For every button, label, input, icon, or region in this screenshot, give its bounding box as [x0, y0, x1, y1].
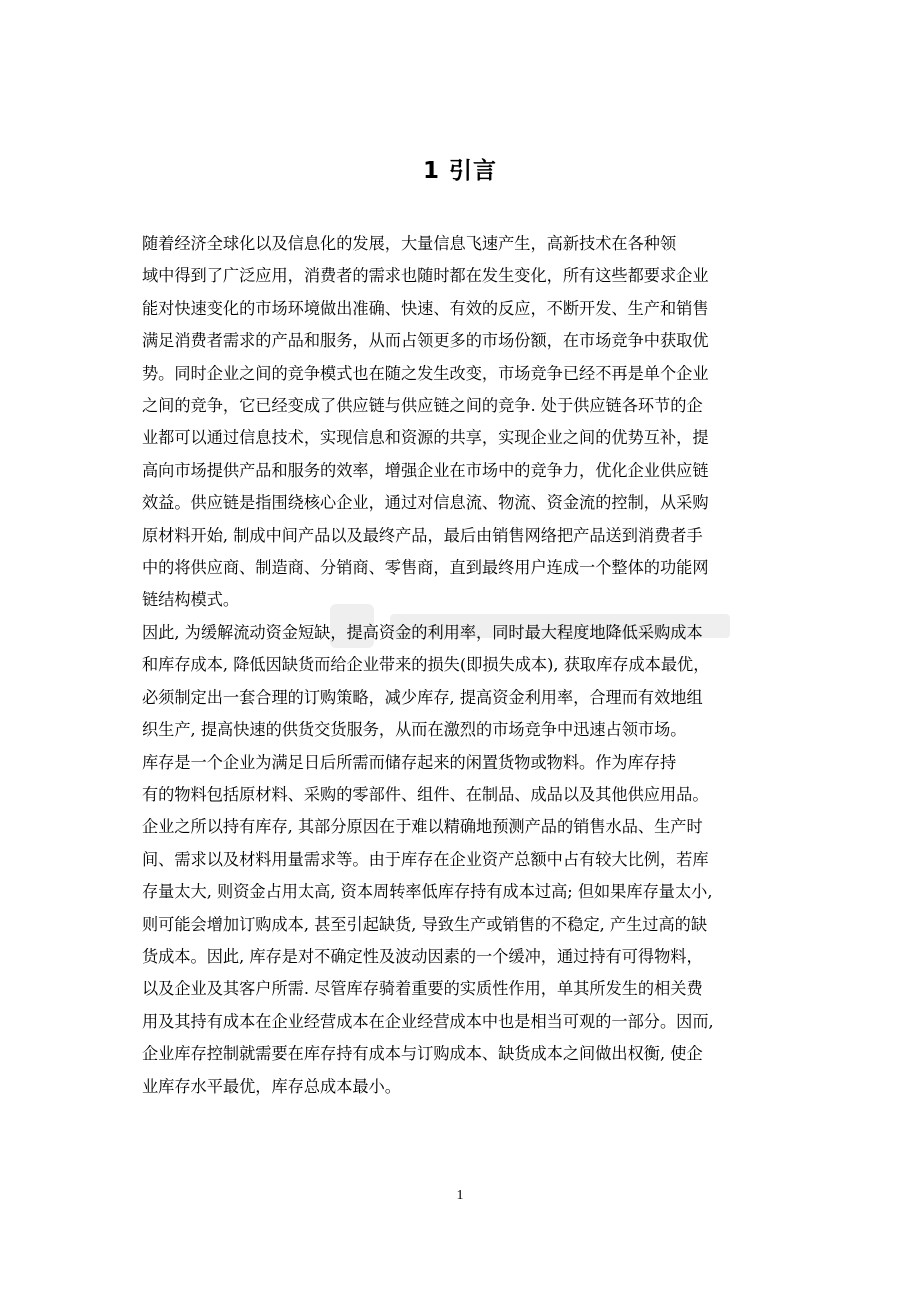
paragraph-ordering-strategy: 因此, 为缓解流动资金短缺，提高资金的利用率，同时最大程度地降低采购成本 和库存成本, 降低因缺货而给企业带来的损失(即损失成本), 获取库存成本最优， 必须制定出一套合理的订购策略，减少库存, 提高资金利用率，合理而有效地组 织生产, 提高快速的供货交货服务，从而在激烈的市场竞争中迅速占领市场。 — [142, 622, 710, 740]
body-text — [142, 228, 792, 1103]
page-title: 1 引言 — [422, 158, 497, 185]
paragraph-supply-chain: 随着经济全球化以及信息化的发展，大量信息飞速产生，高新技术在各种领 域中得到了广泛应用，消费者的需求也随时都在发生变化，所有这些都要求企业 能对快速变化的市场环境做出准确、快速、有效的反应，不断开发、生产和销售 满足消费者需求的产品和服务，从而占领更多的市场份额，在市场竞争中获取优 势。同时企业之间的竞争模式也在随之发生改变，市场竞争已经不再是单个企业 之间的竞争，它已经变成了供应链与供应链之间的竞争. 处于供应链各环节的企 业都可以通过信息技术，实现信息和资源的共享，实现企业之间的优势互补，提 高向市场提供产品和服务的效率，增强企业在市场中的竞争力，优化企业供应链 效益。供应链是指围绕核心企业，通过对信息流、物流、资金流的控制，从采购 原材料开始, 制成中间产品以及最终产品，最后由销售网络把产品送到消费者手 中的将供应商、制造商、分销商、零售商，直到最终用户连成一个整体的功能网 链结构模式。 — [142, 234, 709, 610]
paragraph-inventory: 库存是一个企业为满足日后所需而储存起来的闲置货物或物料。作为库存持 有的物料包括原材料、采购的零部件、组件、在制品、成品以及其他供应用品。 企业之所以持有库存, 其部分原因在于难以精确地预测产品的销售水品、生产时 间、需求以及材料用量需求等。由于库存在企业资产总额中占有较大比例，若库 存量太大, 则资金占用太高, 资本周转率低库存持有成本过高; 但如果库存量太小, 则可能会增加订购成本, 甚至引起缺货, 导致生产或销售的不稳定, 产生过高的缺 货成本。因此, 库存是对不确定性及波动因素的一个缓冲，通过持有可得物料， 以及企业及其客户所需. 尽管库存骑着重要的实质性作用，单其所发生的相关费 用及其持有成本在企业经营成本在企业经营成本中也是相当可观的一部分。因而, 企业库存控制就需要在库存持有成本与订购成本、缺货成本之间做出权衡, 使企 业库存水平最优，库存总成本最小。 — [142, 752, 714, 1096]
page-number: 1 — [456, 1188, 464, 1203]
